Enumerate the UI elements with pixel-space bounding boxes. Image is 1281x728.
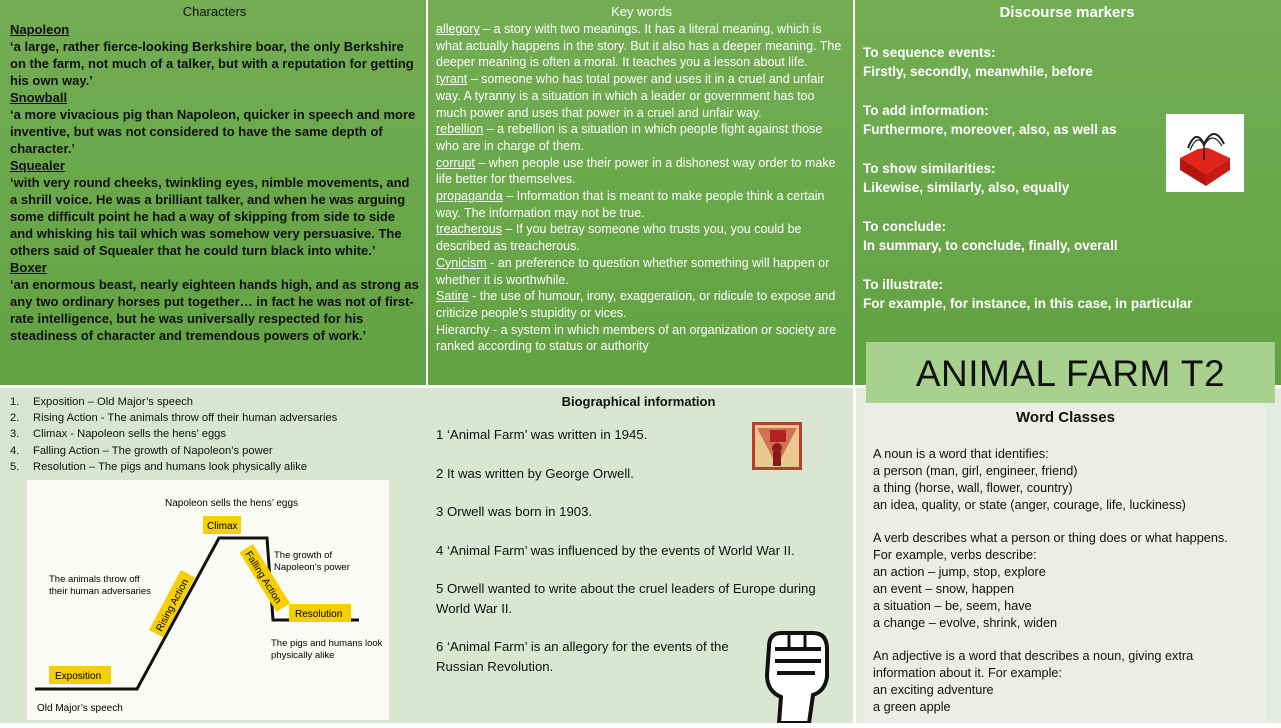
page-title: ANIMAL FARM T2 bbox=[866, 342, 1275, 403]
character-quote: ‘with very round cheeks, twinkling eyes, nimble movements, and a shrill voice. He was a brilliant talker, and when he was arguing some difficult point he had a way of skipping from side to side and whisking his tail which was somehow very persuasive. The others said of Squealer that he could turn black into white.’ bbox=[10, 175, 410, 258]
keyword-definition: – someone who has total power and uses it in a cruel and unfair way. A tyranny is a situation in which a leader or government has too much power and uses that power in a cruel and unfair way. bbox=[436, 72, 825, 120]
falling-label: Falling Action bbox=[242, 549, 284, 606]
bio-fact: 1 ‘Animal Farm’ was written in 1945. bbox=[436, 427, 648, 442]
bio-fact: 2 It was written by George Orwell. bbox=[436, 465, 634, 481]
resolution-label: Resolution bbox=[295, 609, 343, 620]
discourse-heading: To illustrate: bbox=[863, 277, 944, 292]
climax-label: Climax bbox=[207, 521, 238, 532]
keyword-definition: - the use of humour, irony, exaggeration, or ridicule to expose and criticize people's stupidity or vices. bbox=[436, 289, 836, 320]
book-icon bbox=[1166, 114, 1244, 192]
keyword-term: corrupt bbox=[436, 155, 475, 170]
noun-line: an idea, quality, or state (anger, courage, life, luckiness) bbox=[873, 498, 1186, 512]
right-note-2: Napoleon’s power bbox=[274, 562, 350, 573]
discourse-title: Discourse markers bbox=[999, 4, 1135, 21]
keyword-term: Cynicism bbox=[436, 255, 487, 270]
keyword-entry bbox=[436, 121, 847, 154]
noun-line: a thing (horse, wall, flower, country) bbox=[873, 481, 1073, 495]
list-item bbox=[10, 394, 419, 410]
character-entry bbox=[10, 259, 419, 344]
word-classes-title: Word Classes bbox=[1016, 409, 1115, 426]
keyword-term: propaganda bbox=[436, 189, 503, 204]
verb-line: an event – snow, happen bbox=[873, 582, 1015, 596]
verb-line: A verb describes what a person or thing does or what happens. bbox=[873, 531, 1228, 545]
keywords-panel bbox=[427, 0, 853, 385]
list-item bbox=[10, 426, 419, 442]
exposition-label: Exposition bbox=[55, 671, 102, 682]
characters-panel bbox=[0, 0, 427, 385]
character-quote: ‘an enormous beast, nearly eighteen hands high, and as strong as any two ordinary horses put together… in fact he was not of first-rate intelligence, but he was universally respected for his steadiness of character and tremendous powers of work.’ bbox=[10, 277, 419, 343]
verb-line: For example, verbs describe: bbox=[873, 548, 1037, 562]
column-divider bbox=[853, 0, 855, 723]
character-quote: ‘a more vivacious pig than Napoleon, quicker in speech and more inventive, but was not considered to have the same depth of character.’ bbox=[10, 107, 416, 156]
left-note-1: The animals throw off bbox=[49, 574, 140, 585]
discourse-heading: To sequence events: bbox=[863, 45, 996, 60]
character-name: Napoleon bbox=[10, 22, 70, 37]
noun-line: a person (man, girl, engineer, friend) bbox=[873, 464, 1078, 478]
character-name: Boxer bbox=[10, 260, 47, 275]
keyword-term: tyrant bbox=[436, 72, 468, 87]
keyword-term: Satire bbox=[436, 289, 469, 304]
keyword-entry bbox=[436, 155, 847, 188]
noun-line: A noun is a word that identifies: bbox=[873, 447, 1049, 461]
characters-title: Characters bbox=[182, 4, 247, 19]
right-note-1: The growth of bbox=[274, 550, 333, 561]
keyword-definition: – a story with two meanings. It has a literal meaning, which is what actually happens in the story. But it also has a deeper meaning. The deeper meaning is often a moral. It teaches you a lesson about life. bbox=[436, 22, 842, 70]
discourse-heading: To add information: bbox=[863, 103, 989, 118]
climax-top-label: Napoleon sells the hens’ eggs bbox=[165, 498, 299, 509]
keyword-entry bbox=[436, 21, 847, 71]
keyword-term: allegory bbox=[436, 22, 480, 36]
list-text: Falling Action – The growth of Napoleon’s power bbox=[33, 444, 273, 457]
fist-icon bbox=[755, 625, 837, 723]
list-text: Resolution – The pigs and humans look physically alike bbox=[33, 460, 308, 473]
keyword-entry bbox=[436, 71, 847, 121]
left-note-2: their human adversaries bbox=[49, 586, 151, 597]
keyword-definition: Hierarchy - a system in which members of an organization or society are ranked according to status or authority bbox=[436, 322, 837, 354]
plot-arc-diagram bbox=[27, 480, 389, 720]
list-text: Rising Action - The animals throw off their human adversaries bbox=[33, 412, 338, 425]
bio-fact: 4 ‘Animal Farm’ was influenced by the events of World War II. bbox=[436, 542, 795, 558]
keyword-entry bbox=[436, 322, 847, 355]
keyword-term: rebellion bbox=[436, 122, 484, 137]
bottom-label: Old Major’s speech bbox=[37, 703, 123, 714]
list-item bbox=[10, 443, 419, 459]
list-number: 1. bbox=[10, 396, 20, 408]
keyword-entry bbox=[436, 221, 847, 254]
verb-line: a change – evolve, shrink, widen bbox=[873, 616, 1058, 630]
keyword-entry bbox=[436, 288, 847, 321]
bio-fact: 5 Orwell wanted to write about the cruel leaders of Europe during World War II. bbox=[436, 581, 816, 616]
verb-line: a situation – be, seem, have bbox=[873, 599, 1032, 613]
word-classes-panel bbox=[864, 403, 1266, 723]
discourse-panel bbox=[853, 0, 1281, 385]
discourse-examples: For example, for instance, in this case, in particular bbox=[863, 296, 1193, 311]
character-entry bbox=[10, 89, 419, 157]
keyword-definition: – a rebellion is a situation in which people fight against those who are in charge of them. bbox=[436, 122, 823, 153]
keyword-definition: - an preference to question whether something will happen or whether it is worthwhile. bbox=[436, 255, 830, 287]
bio-fact: 3 Orwell was born in 1903. bbox=[436, 504, 593, 519]
character-entry bbox=[10, 157, 419, 259]
keyword-entry bbox=[436, 188, 847, 221]
discourse-examples: Likewise, similarly, also, equally bbox=[863, 180, 1070, 195]
poster-icon bbox=[752, 422, 802, 470]
character-name: Squealer bbox=[10, 158, 65, 173]
list-item bbox=[10, 459, 419, 475]
bio-title: Biographical information bbox=[561, 394, 716, 409]
character-quote: ‘a large, rather fierce-looking Berkshire boar, the only Berkshire on the farm, not much of a talker, but with a reputation for getting his own way.’ bbox=[10, 39, 414, 88]
keyword-entry bbox=[436, 255, 847, 288]
character-entry bbox=[10, 21, 419, 89]
list-item bbox=[10, 410, 419, 426]
discourse-examples: Furthermore, moreover, also, as well as bbox=[863, 122, 1117, 137]
list-text: Exposition – Old Major’s speech bbox=[33, 396, 194, 408]
discourse-heading: To show similarities: bbox=[863, 161, 996, 176]
rising-label: Rising Action bbox=[154, 577, 192, 634]
list-text: Climax - Napoleon sells the hens’ eggs bbox=[33, 428, 226, 441]
list-number: 2. bbox=[10, 412, 20, 425]
keyword-definition: – If you betray someone who trusts you, you could be described as treacherous. bbox=[436, 222, 802, 254]
adjective-line: An adjective is a word that describes a noun, giving extra information about it. For example: bbox=[873, 649, 1194, 680]
resolution-note-2: physically alike bbox=[271, 650, 335, 661]
plot-list bbox=[10, 394, 419, 475]
discourse-examples: In summary, to conclude, finally, overall bbox=[863, 238, 1118, 253]
discourse-examples: Firstly, secondly, meanwhile, before bbox=[863, 64, 1093, 79]
character-name: Snowball bbox=[10, 90, 68, 105]
discourse-heading: To conclude: bbox=[863, 219, 946, 234]
keyword-definition: – Information that is meant to make people think a certain way. The information may not be true. bbox=[436, 189, 825, 220]
list-number: 4. bbox=[10, 444, 20, 457]
keywords-title: Key words bbox=[611, 4, 672, 19]
list-number: 5. bbox=[10, 460, 20, 473]
adjective-line: an exciting adventure bbox=[873, 683, 994, 697]
verb-line: an action – jump, stop, explore bbox=[873, 565, 1046, 579]
bio-fact: 6 ‘Animal Farm’ is an allegory for the events of the Russian Revolution. bbox=[436, 639, 729, 674]
resolution-note-1: The pigs and humans look bbox=[271, 638, 383, 649]
keyword-definition: – when people use their power in a dishonest way order to make life better for themselves. bbox=[436, 155, 836, 187]
keyword-term: treacherous bbox=[436, 222, 503, 237]
adjective-line: a green apple bbox=[873, 700, 951, 714]
list-number: 3. bbox=[10, 428, 20, 441]
